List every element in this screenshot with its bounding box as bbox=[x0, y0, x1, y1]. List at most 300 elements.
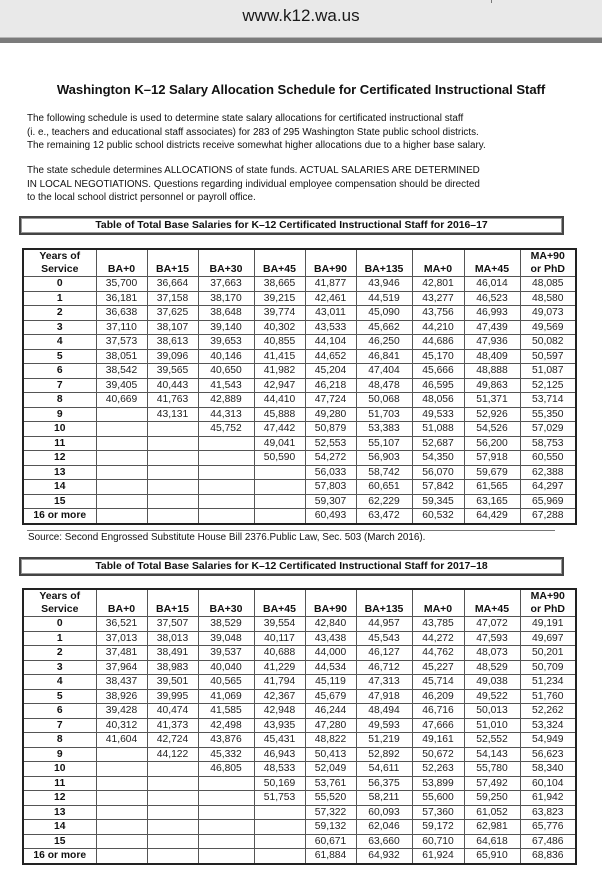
years-of-service-cell: 5 bbox=[23, 689, 96, 704]
table-row bbox=[23, 320, 576, 335]
salary-cell: 52,263 bbox=[412, 762, 464, 777]
salary-cell: 42,801 bbox=[412, 277, 464, 292]
column-header bbox=[464, 249, 520, 277]
salary-cell: 64,429 bbox=[464, 509, 520, 524]
salary-cell: 54,272 bbox=[305, 451, 356, 466]
salary-cell bbox=[254, 465, 305, 480]
salary-cell: 42,948 bbox=[254, 704, 305, 719]
salary-cell: 38,013 bbox=[147, 631, 198, 646]
salary-cell: 37,013 bbox=[96, 631, 147, 646]
salary-cell: 37,481 bbox=[96, 646, 147, 661]
salary-cell: 44,000 bbox=[305, 646, 356, 661]
salary-table-2017-18 bbox=[22, 588, 577, 865]
salary-cell: 43,277 bbox=[412, 291, 464, 306]
salary-cell bbox=[96, 747, 147, 762]
salary-cell: 52,687 bbox=[412, 436, 464, 451]
salary-cell bbox=[198, 494, 254, 509]
salary-cell: 47,593 bbox=[464, 631, 520, 646]
salary-cell: 55,520 bbox=[305, 791, 356, 806]
salary-cell bbox=[96, 436, 147, 451]
salary-cell: 45,752 bbox=[198, 422, 254, 437]
salary-cell: 38,983 bbox=[147, 660, 198, 675]
salary-cell: 50,709 bbox=[520, 660, 576, 675]
salary-cell: 56,033 bbox=[305, 465, 356, 480]
salary-cell: 45,679 bbox=[305, 689, 356, 704]
salary-cell: 49,191 bbox=[520, 617, 576, 632]
column-header bbox=[305, 589, 356, 617]
table-row bbox=[23, 393, 576, 408]
salary-cell bbox=[147, 480, 198, 495]
salary-cell bbox=[147, 451, 198, 466]
years-of-service-cell: 13 bbox=[23, 465, 96, 480]
column-header-line: MA+90 bbox=[530, 250, 565, 262]
salary-cell: 45,227 bbox=[412, 660, 464, 675]
table-row bbox=[23, 617, 576, 632]
salary-cell: 43,533 bbox=[305, 320, 356, 335]
years-of-service-cell: 0 bbox=[23, 617, 96, 632]
salary-cell: 40,855 bbox=[254, 335, 305, 350]
salary-cell bbox=[198, 791, 254, 806]
salary-cell: 47,313 bbox=[356, 675, 412, 690]
salary-cell: 48,494 bbox=[356, 704, 412, 719]
salary-cell: 63,165 bbox=[464, 494, 520, 509]
salary-cell: 57,322 bbox=[305, 805, 356, 820]
salary-cell: 38,170 bbox=[198, 291, 254, 306]
years-of-service-cell: 8 bbox=[23, 733, 96, 748]
column-header bbox=[520, 249, 576, 277]
salary-cell: 50,590 bbox=[254, 451, 305, 466]
intro-line: The remaining 12 public school districts receive somewhat higher allocations due to a higher base salary. bbox=[27, 140, 486, 152]
salary-cell: 52,926 bbox=[464, 407, 520, 422]
column-header-line bbox=[306, 590, 356, 603]
salary-cell: 42,724 bbox=[147, 733, 198, 748]
salary-cell: 45,888 bbox=[254, 407, 305, 422]
column-header-line: BA+135 bbox=[364, 263, 404, 275]
salary-cell: 40,650 bbox=[198, 364, 254, 379]
salary-cell: 39,501 bbox=[147, 675, 198, 690]
salary-cell bbox=[96, 451, 147, 466]
column-header-line: BA+90 bbox=[314, 603, 347, 615]
salary-cell: 53,383 bbox=[356, 422, 412, 437]
salary-cell: 41,982 bbox=[254, 364, 305, 379]
salary-cell: 42,840 bbox=[305, 617, 356, 632]
salary-cell: 37,625 bbox=[147, 306, 198, 321]
salary-cell: 43,756 bbox=[412, 306, 464, 321]
salary-cell: 50,672 bbox=[412, 747, 464, 762]
salary-cell: 51,760 bbox=[520, 689, 576, 704]
intro-line: The following schedule is used to determine state salary allocations for certificated instructional staff bbox=[27, 113, 464, 124]
table-row bbox=[23, 631, 576, 646]
salary-cell bbox=[96, 776, 147, 791]
salary-cell bbox=[147, 834, 198, 849]
salary-cell bbox=[96, 805, 147, 820]
document-title: Washington K–12 Salary Allocation Schedule for Certificated Instructional Staff bbox=[56, 82, 546, 97]
salary-cell: 39,995 bbox=[147, 689, 198, 704]
salary-cell bbox=[96, 465, 147, 480]
salary-cell: 42,498 bbox=[198, 718, 254, 733]
salary-cell: 65,910 bbox=[464, 849, 520, 864]
salary-cell: 45,714 bbox=[412, 675, 464, 690]
salary-cell: 43,011 bbox=[305, 306, 356, 321]
years-of-service-cell: 9 bbox=[23, 747, 96, 762]
salary-cell bbox=[147, 509, 198, 524]
table-row bbox=[23, 675, 576, 690]
salary-cell bbox=[198, 834, 254, 849]
notice-line: The state schedule determines ALLOCATIONS of state funds. ACTUAL SALARIES ARE DETERMINED bbox=[27, 165, 480, 176]
salary-cell: 39,537 bbox=[198, 646, 254, 661]
salary-cell: 50,082 bbox=[520, 335, 576, 350]
salary-cell: 46,716 bbox=[412, 704, 464, 719]
salary-cell: 41,415 bbox=[254, 349, 305, 364]
table-row bbox=[23, 291, 576, 306]
salary-cell: 44,122 bbox=[147, 747, 198, 762]
column-header bbox=[254, 249, 305, 277]
table-row bbox=[23, 436, 576, 451]
table-header-row bbox=[23, 249, 576, 277]
column-header bbox=[198, 589, 254, 617]
column-header bbox=[198, 249, 254, 277]
table-row bbox=[23, 277, 576, 292]
salary-cell: 42,461 bbox=[305, 291, 356, 306]
table-row bbox=[23, 422, 576, 437]
salary-cell: 49,593 bbox=[356, 718, 412, 733]
salary-cell bbox=[254, 805, 305, 820]
years-of-service-cell: 15 bbox=[23, 834, 96, 849]
column-header-line bbox=[199, 250, 254, 263]
salary-cell: 39,653 bbox=[198, 335, 254, 350]
salary-cell: 54,949 bbox=[520, 733, 576, 748]
salary-cell: 35,700 bbox=[96, 277, 147, 292]
salary-cell bbox=[254, 509, 305, 524]
salary-cell: 40,565 bbox=[198, 675, 254, 690]
column-header-line bbox=[97, 590, 147, 603]
salary-cell: 52,553 bbox=[305, 436, 356, 451]
salary-cell: 50,201 bbox=[520, 646, 576, 661]
salary-cell: 37,663 bbox=[198, 277, 254, 292]
salary-cell: 37,158 bbox=[147, 291, 198, 306]
years-of-service-cell: 14 bbox=[23, 480, 96, 495]
column-header-line: BA+0 bbox=[107, 603, 136, 615]
salary-cell bbox=[96, 762, 147, 777]
salary-cell: 44,410 bbox=[254, 393, 305, 408]
salary-cell: 59,679 bbox=[464, 465, 520, 480]
salary-cell: 61,565 bbox=[464, 480, 520, 495]
salary-cell: 48,580 bbox=[520, 291, 576, 306]
intro-paragraph bbox=[27, 112, 587, 153]
salary-cell: 43,785 bbox=[412, 617, 464, 632]
salary-cell: 56,623 bbox=[520, 747, 576, 762]
years-of-service-cell: 2 bbox=[23, 646, 96, 661]
salary-cell: 47,072 bbox=[464, 617, 520, 632]
salary-cell: 51,371 bbox=[464, 393, 520, 408]
salary-cell: 40,302 bbox=[254, 320, 305, 335]
salary-cell: 57,842 bbox=[412, 480, 464, 495]
column-header-line bbox=[306, 250, 356, 263]
salary-cell bbox=[198, 480, 254, 495]
column-header-line: Service bbox=[41, 603, 79, 615]
column-header-line bbox=[148, 250, 198, 263]
table-row bbox=[23, 494, 576, 509]
salary-cell: 39,405 bbox=[96, 378, 147, 393]
table-row bbox=[23, 349, 576, 364]
salary-cell: 58,211 bbox=[356, 791, 412, 806]
salary-cell: 58,753 bbox=[520, 436, 576, 451]
salary-cell: 46,943 bbox=[254, 747, 305, 762]
notice-line: to the local school district personnel or payroll office. bbox=[27, 192, 256, 204]
salary-cell: 51,087 bbox=[520, 364, 576, 379]
column-header bbox=[356, 249, 412, 277]
salary-cell: 38,648 bbox=[198, 306, 254, 321]
salary-cell: 53,714 bbox=[520, 393, 576, 408]
notice-line: IN LOCAL NEGOTIATIONS. Questions regarding individual employee compensation should be directed bbox=[27, 178, 480, 190]
salary-cell: 45,662 bbox=[356, 320, 412, 335]
salary-cell: 62,046 bbox=[356, 820, 412, 835]
salary-cell: 49,522 bbox=[464, 689, 520, 704]
salary-cell: 65,969 bbox=[520, 494, 576, 509]
salary-cell: 48,073 bbox=[464, 646, 520, 661]
salary-cell bbox=[96, 494, 147, 509]
column-header-line: BA+45 bbox=[263, 603, 296, 615]
salary-cell: 48,478 bbox=[356, 378, 412, 393]
salary-cell: 49,533 bbox=[412, 407, 464, 422]
salary-cell: 50,068 bbox=[356, 393, 412, 408]
allocation-notice-paragraph bbox=[27, 164, 587, 205]
salary-cell: 63,472 bbox=[356, 509, 412, 524]
salary-cell: 54,611 bbox=[356, 762, 412, 777]
salary-cell: 40,312 bbox=[96, 718, 147, 733]
salary-cell: 45,090 bbox=[356, 306, 412, 321]
salary-cell: 42,947 bbox=[254, 378, 305, 393]
salary-cell: 62,981 bbox=[464, 820, 520, 835]
column-header-line: BA+15 bbox=[156, 263, 189, 275]
years-of-service-cell: 8 bbox=[23, 393, 96, 408]
salary-cell: 41,763 bbox=[147, 393, 198, 408]
table-row bbox=[23, 480, 576, 495]
salary-cell: 44,519 bbox=[356, 291, 412, 306]
column-header-years-of-service bbox=[23, 589, 96, 617]
salary-cell: 37,110 bbox=[96, 320, 147, 335]
salary-cell: 61,942 bbox=[520, 791, 576, 806]
salary-cell: 52,262 bbox=[520, 704, 576, 719]
salary-cell: 46,595 bbox=[412, 378, 464, 393]
salary-cell: 45,431 bbox=[254, 733, 305, 748]
salary-cell: 51,219 bbox=[356, 733, 412, 748]
salary-cell: 40,040 bbox=[198, 660, 254, 675]
table-row bbox=[23, 364, 576, 379]
salary-cell: 38,542 bbox=[96, 364, 147, 379]
salary-cell: 65,776 bbox=[520, 820, 576, 835]
salary-cell: 48,085 bbox=[520, 277, 576, 292]
table-row bbox=[23, 465, 576, 480]
salary-cell: 67,486 bbox=[520, 834, 576, 849]
salary-cell: 41,794 bbox=[254, 675, 305, 690]
salary-cell: 52,552 bbox=[464, 733, 520, 748]
years-of-service-cell: 10 bbox=[23, 422, 96, 437]
years-of-service-cell: 13 bbox=[23, 805, 96, 820]
salary-cell: 51,703 bbox=[356, 407, 412, 422]
table-row bbox=[23, 849, 576, 864]
column-header bbox=[520, 589, 576, 617]
column-header bbox=[412, 589, 464, 617]
salary-cell: 47,918 bbox=[356, 689, 412, 704]
salary-cell: 49,041 bbox=[254, 436, 305, 451]
salary-cell: 39,215 bbox=[254, 291, 305, 306]
salary-cell: 45,666 bbox=[412, 364, 464, 379]
salary-cell: 62,229 bbox=[356, 494, 412, 509]
column-header bbox=[356, 589, 412, 617]
salary-cell: 60,532 bbox=[412, 509, 464, 524]
salary-cell: 38,529 bbox=[198, 617, 254, 632]
salary-cell: 44,534 bbox=[305, 660, 356, 675]
years-of-service-cell: 16 or more bbox=[23, 509, 96, 524]
column-header bbox=[96, 589, 147, 617]
salary-cell: 62,388 bbox=[520, 465, 576, 480]
salary-cell: 57,918 bbox=[464, 451, 520, 466]
table-row bbox=[23, 805, 576, 820]
source-citation: Source: Second Engrossed Substitute House Bill 2376.Public Law, Sec. 503 (March 2016). bbox=[28, 532, 426, 543]
salary-cell: 36,664 bbox=[147, 277, 198, 292]
table-row bbox=[23, 646, 576, 661]
salary-cell: 39,565 bbox=[147, 364, 198, 379]
salary-cell: 54,350 bbox=[412, 451, 464, 466]
salary-cell bbox=[198, 509, 254, 524]
column-header-line: MA+45 bbox=[474, 263, 510, 275]
salary-cell: 60,104 bbox=[520, 776, 576, 791]
salary-cell: 45,119 bbox=[305, 675, 356, 690]
salary-cell: 52,892 bbox=[356, 747, 412, 762]
table-row bbox=[23, 718, 576, 733]
salary-cell: 37,964 bbox=[96, 660, 147, 675]
salary-cell: 51,088 bbox=[412, 422, 464, 437]
years-of-service-cell: 14 bbox=[23, 820, 96, 835]
column-header-line: Years of bbox=[39, 250, 81, 262]
salary-table-2016-17 bbox=[22, 248, 577, 525]
salary-cell: 46,993 bbox=[464, 306, 520, 321]
salary-cell: 48,888 bbox=[464, 364, 520, 379]
salary-cell: 60,493 bbox=[305, 509, 356, 524]
table-row bbox=[23, 834, 576, 849]
table-row bbox=[23, 689, 576, 704]
salary-cell: 51,234 bbox=[520, 675, 576, 690]
salary-cell: 47,936 bbox=[464, 335, 520, 350]
table-caption-2017-18: Table of Total Base Salaries for K–12 Certificated Instructional Staff for 2017–18 bbox=[19, 557, 564, 576]
column-header-line bbox=[199, 590, 254, 603]
column-header bbox=[254, 589, 305, 617]
column-header-line bbox=[97, 250, 147, 263]
salary-cell: 46,127 bbox=[356, 646, 412, 661]
salary-cell: 57,803 bbox=[305, 480, 356, 495]
salary-cell bbox=[198, 805, 254, 820]
salary-cell: 63,660 bbox=[356, 834, 412, 849]
salary-cell: 64,297 bbox=[520, 480, 576, 495]
salary-cell bbox=[147, 422, 198, 437]
salary-cell: 47,439 bbox=[464, 320, 520, 335]
salary-cell: 45,332 bbox=[198, 747, 254, 762]
salary-cell: 38,437 bbox=[96, 675, 147, 690]
salary-cell: 56,375 bbox=[356, 776, 412, 791]
salary-cell bbox=[147, 820, 198, 835]
page-url[interactable]: www.k12.wa.us bbox=[242, 6, 360, 25]
salary-cell bbox=[198, 776, 254, 791]
salary-cell bbox=[96, 407, 147, 422]
salary-cell: 41,604 bbox=[96, 733, 147, 748]
salary-cell: 45,543 bbox=[356, 631, 412, 646]
salary-cell: 44,686 bbox=[412, 335, 464, 350]
salary-cell: 57,360 bbox=[412, 805, 464, 820]
years-of-service-cell: 2 bbox=[23, 306, 96, 321]
salary-cell: 61,884 bbox=[305, 849, 356, 864]
years-of-service-cell: 12 bbox=[23, 451, 96, 466]
salary-cell: 58,340 bbox=[520, 762, 576, 777]
salary-cell: 63,823 bbox=[520, 805, 576, 820]
url-bar-divider bbox=[0, 37, 602, 43]
salary-cell: 42,889 bbox=[198, 393, 254, 408]
salary-cell: 46,014 bbox=[464, 277, 520, 292]
salary-cell: 60,671 bbox=[305, 834, 356, 849]
salary-cell: 61,052 bbox=[464, 805, 520, 820]
salary-cell: 54,526 bbox=[464, 422, 520, 437]
column-header-line bbox=[255, 590, 305, 603]
salary-cell: 46,250 bbox=[356, 335, 412, 350]
salary-cell: 40,474 bbox=[147, 704, 198, 719]
column-header-line: MA+45 bbox=[474, 603, 510, 615]
salary-cell: 43,935 bbox=[254, 718, 305, 733]
column-header bbox=[147, 249, 198, 277]
table-row bbox=[23, 747, 576, 762]
salary-cell bbox=[147, 494, 198, 509]
salary-cell bbox=[198, 465, 254, 480]
salary-cell bbox=[96, 480, 147, 495]
browser-url-bar[interactable] bbox=[0, 0, 602, 37]
table-row bbox=[23, 407, 576, 422]
salary-cell: 38,107 bbox=[147, 320, 198, 335]
salary-cell: 44,272 bbox=[412, 631, 464, 646]
salary-cell: 49,569 bbox=[520, 320, 576, 335]
salary-cell bbox=[198, 820, 254, 835]
salary-cell: 55,600 bbox=[412, 791, 464, 806]
column-header-line bbox=[465, 590, 520, 603]
salary-cell: 53,899 bbox=[412, 776, 464, 791]
salary-cell: 44,104 bbox=[305, 335, 356, 350]
column-header-line: MA+90 bbox=[530, 590, 565, 602]
salary-cell: 38,613 bbox=[147, 335, 198, 350]
years-of-service-cell: 0 bbox=[23, 277, 96, 292]
column-header-line: BA+30 bbox=[209, 263, 243, 275]
salary-cell: 50,169 bbox=[254, 776, 305, 791]
salary-cell: 40,117 bbox=[254, 631, 305, 646]
table-header-row bbox=[23, 589, 576, 617]
salary-cell: 41,373 bbox=[147, 718, 198, 733]
salary-cell: 39,774 bbox=[254, 306, 305, 321]
salary-cell: 60,093 bbox=[356, 805, 412, 820]
column-header-line: BA+45 bbox=[263, 263, 296, 275]
salary-cell: 61,924 bbox=[412, 849, 464, 864]
salary-cell: 57,492 bbox=[464, 776, 520, 791]
salary-cell: 50,013 bbox=[464, 704, 520, 719]
column-header bbox=[147, 589, 198, 617]
salary-cell: 48,533 bbox=[254, 762, 305, 777]
years-of-service-cell: 6 bbox=[23, 364, 96, 379]
salary-cell: 40,669 bbox=[96, 393, 147, 408]
salary-cell: 46,841 bbox=[356, 349, 412, 364]
salary-cell: 46,523 bbox=[464, 291, 520, 306]
column-header-line bbox=[148, 590, 198, 603]
salary-cell: 42,367 bbox=[254, 689, 305, 704]
table-row bbox=[23, 378, 576, 393]
salary-cell: 39,096 bbox=[147, 349, 198, 364]
salary-cell: 68,836 bbox=[520, 849, 576, 864]
salary-cell: 46,209 bbox=[412, 689, 464, 704]
